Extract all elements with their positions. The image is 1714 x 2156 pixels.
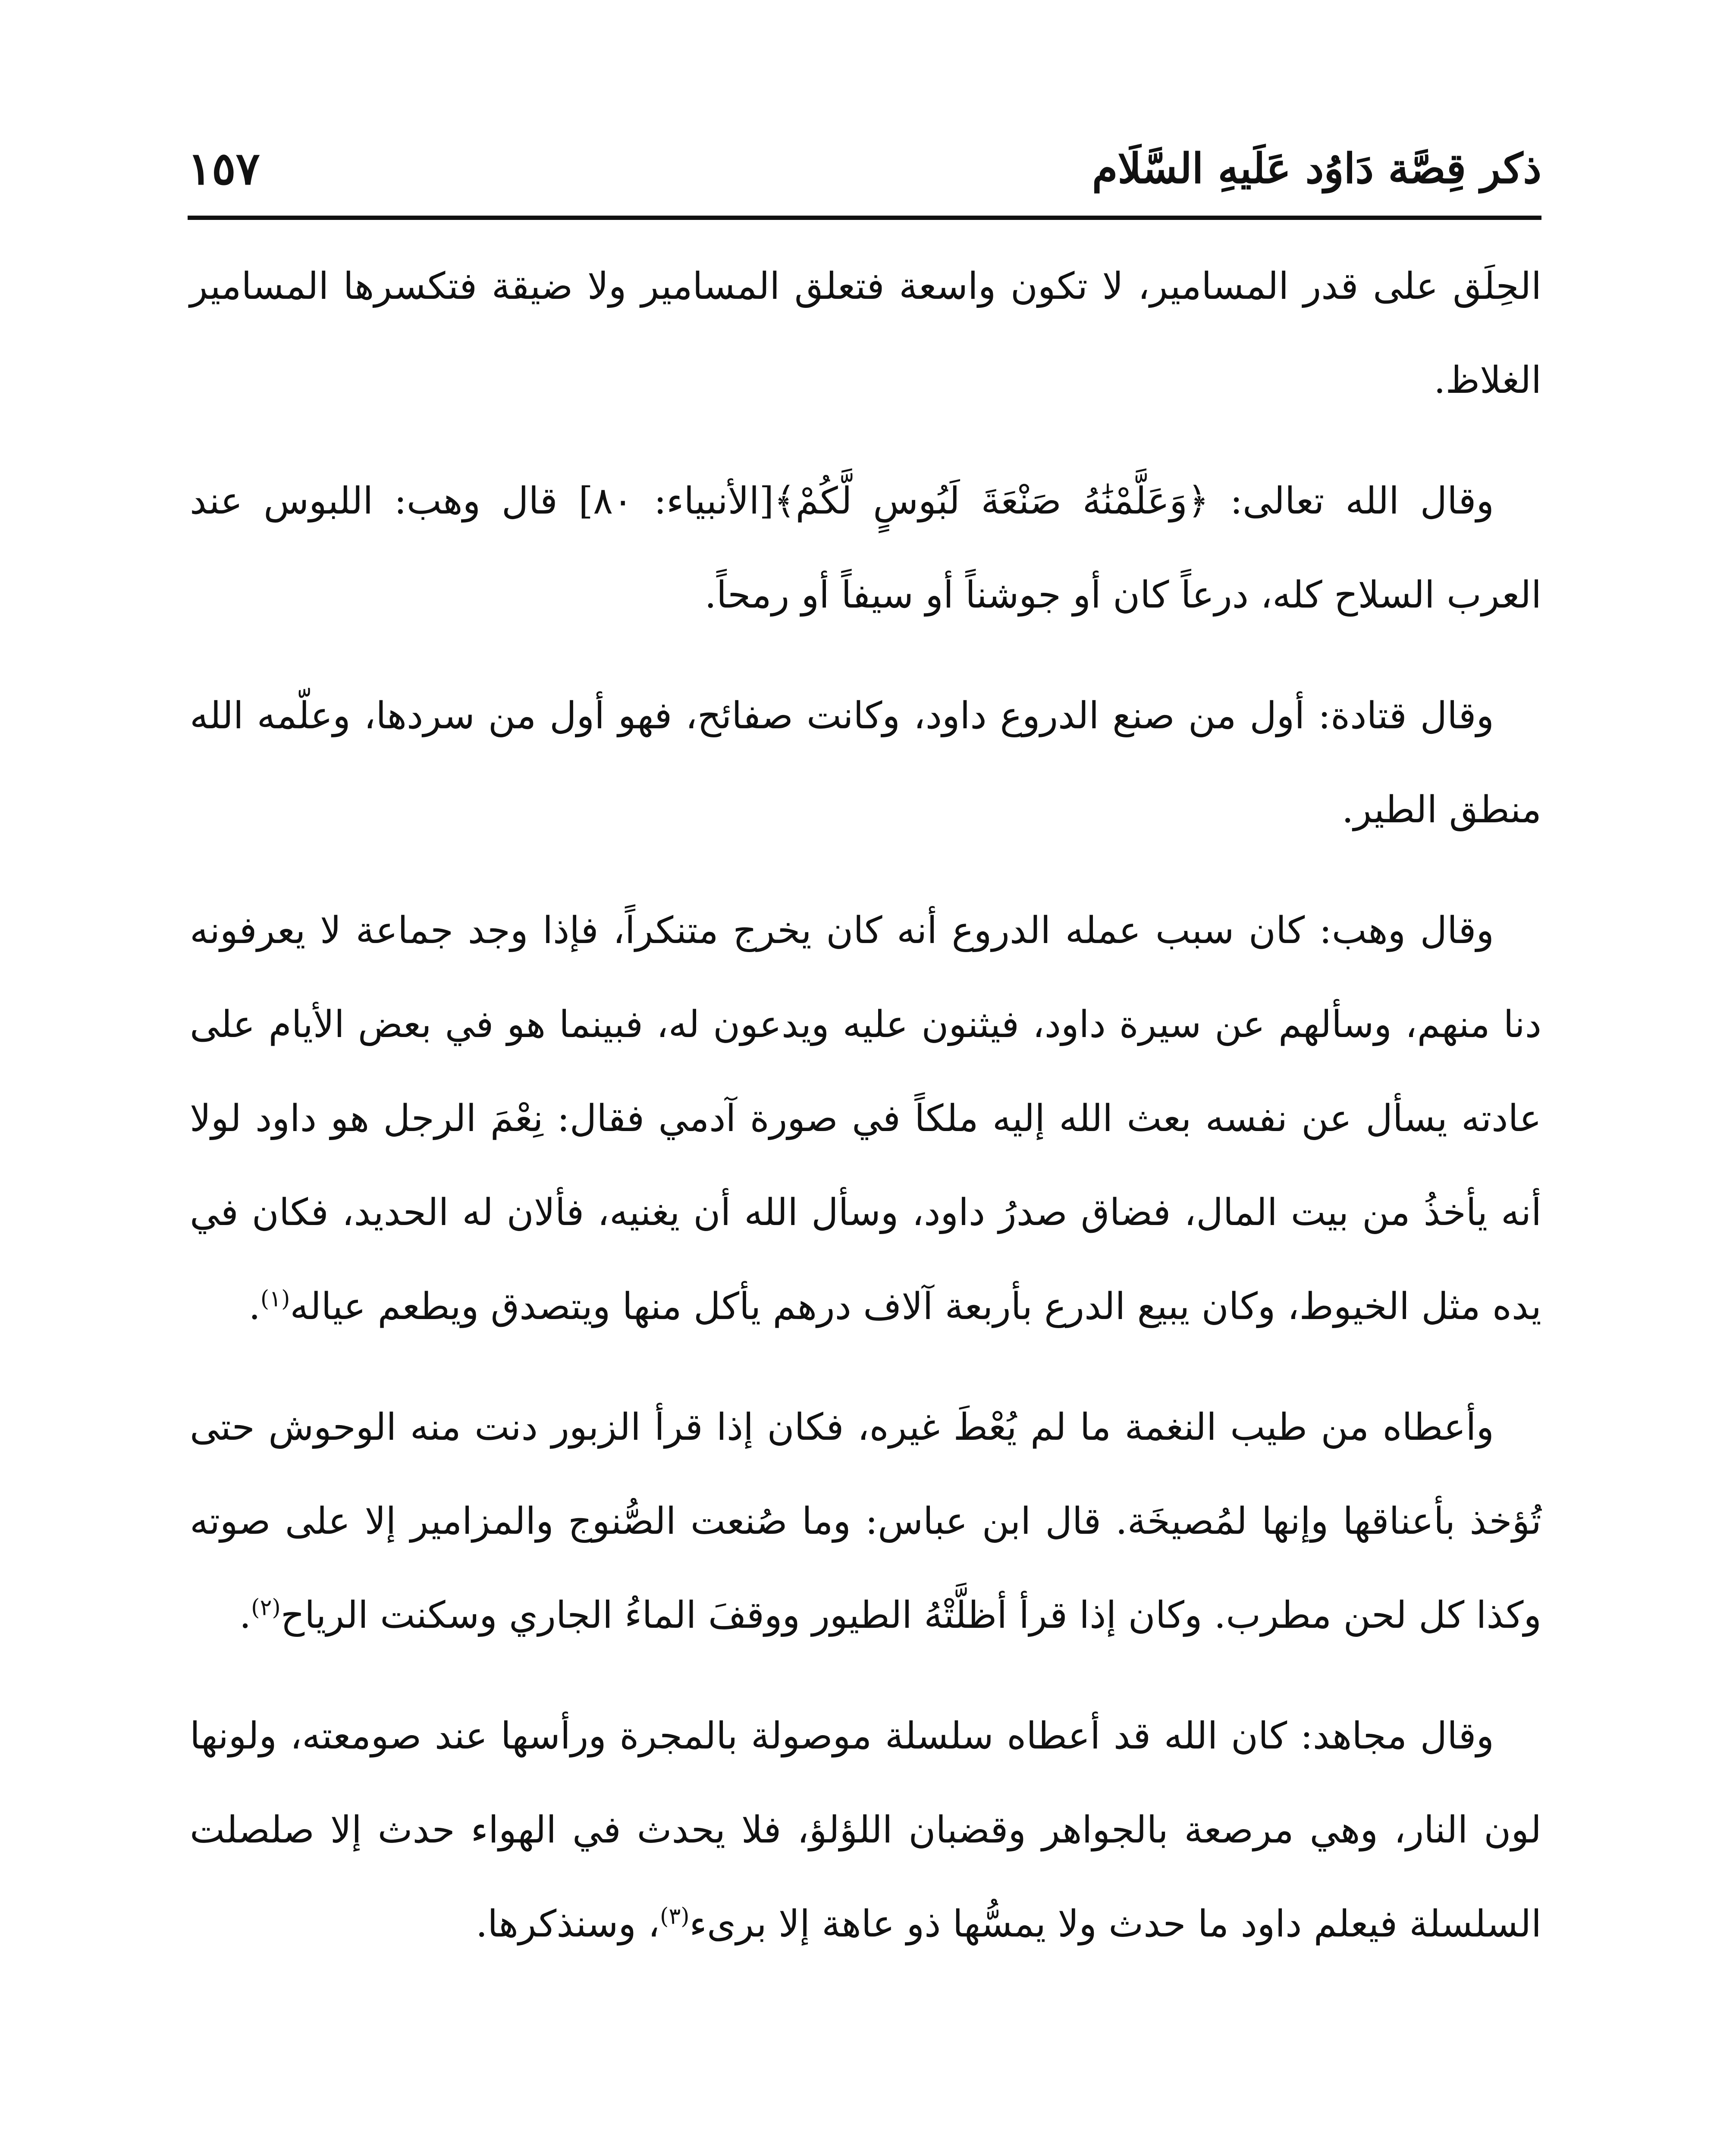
body-text <box>190 239 1541 1998</box>
paragraph-2 <box>190 454 1541 642</box>
footnote-ref-1: (١) <box>260 1286 290 1312</box>
footnote-ref-2: (٢) <box>251 1595 281 1621</box>
paragraph-5 <box>190 1380 1541 1662</box>
paragraph-3-text: وقال قتادة: أول من صنع الدروع داود، وكانت صفائح، فهو أول من سردها، وعلّمه الله منطق الطير. <box>190 694 1541 831</box>
page-number: ١٥٧ <box>188 141 260 195</box>
header-rule <box>188 216 1541 220</box>
paragraph-6 <box>190 1689 1541 1971</box>
footnote-ref-3: (٣) <box>660 1903 690 1930</box>
paragraph-5-text: وأعطاه من طيب النغمة ما لم يُعْطَ غيره، فكان إذا قرأ الزبور دنت منه الوحوش حتى تُؤخذ بأعناقها وإنها لمُصيخَة. قال ابن عباس: وما صُنعت الصُّنوج والمزامير إلا على صوته وكذا كل لحن مطرب. وكان إذا قرأ أظلَّتْهُ الطيور ووقفَ الماءُ الجاري وسكنت الرياح <box>190 1406 1541 1637</box>
paragraph-4-end: . <box>248 1285 261 1328</box>
paragraph-6-end: ، وسنذكرها. <box>475 1902 660 1946</box>
paragraph-4 <box>190 884 1541 1354</box>
paragraph-4-text: وقال وهب: كان سبب عمله الدروع أنه كان يخرج متنكراً، فإذا وجد جماعة لا يعرفونه دنا منهم، وسألهم عن سيرة داود، فيثنون عليه ويدعون له، فبينما هو في بعض الأيام على عادته يسأل عن نفسه بعث الله إليه ملكاً في صورة آدمي فقال: نِعْمَ الرجل هو داود لولا أنه يأخذُ من بيت المال، فضاق صدرُ داود، وسأل الله أن يغنيه، فألان له الحديد، فكان في يده مثل الخيوط، وكان يبيع الدرع بأربعة آلاف درهم يأكل منها ويتصدق ويطعم عياله <box>190 909 1541 1328</box>
page-header <box>188 125 1541 211</box>
paragraph-1 <box>190 239 1541 427</box>
paragraph-1-text: الحِلَق على قدر المسامير، لا تكون واسعة فتعلق المسامير ولا ضيقة فتكسرها المسامير الغلاظ. <box>190 265 1541 402</box>
paragraph-6-text: وقال مجاهد: كان الله قد أعطاه سلسلة موصولة بالمجرة ورأسها عند صومعته، ولونها لون النار، وهي مرصعة بالجواهر وقضبان اللؤلؤ، فلا يحدث في الهواء حدث إلا صلصلت السلسلة فيعلم داود ما حدث ولا يمسُّها ذو عاهة إلا برىء <box>190 1714 1541 1946</box>
running-title: ذكر قِصَّة دَاوُد عَلَيهِ السَّلَام <box>1092 144 1541 193</box>
paragraph-5-end: . <box>239 1594 251 1637</box>
paragraph-2-text: وقال الله تعالى: ﴿وَعَلَّمْنَٰهُ صَنْعَةَ لَبُوسٍ لَّكُمْ﴾[الأنبياء: ٨٠] قال وهب: اللبوس عند العرب السلاح كله، درعاً كان أو جوشناً أو سيفاً أو رمحاً. <box>190 479 1541 617</box>
paragraph-3 <box>190 669 1541 857</box>
